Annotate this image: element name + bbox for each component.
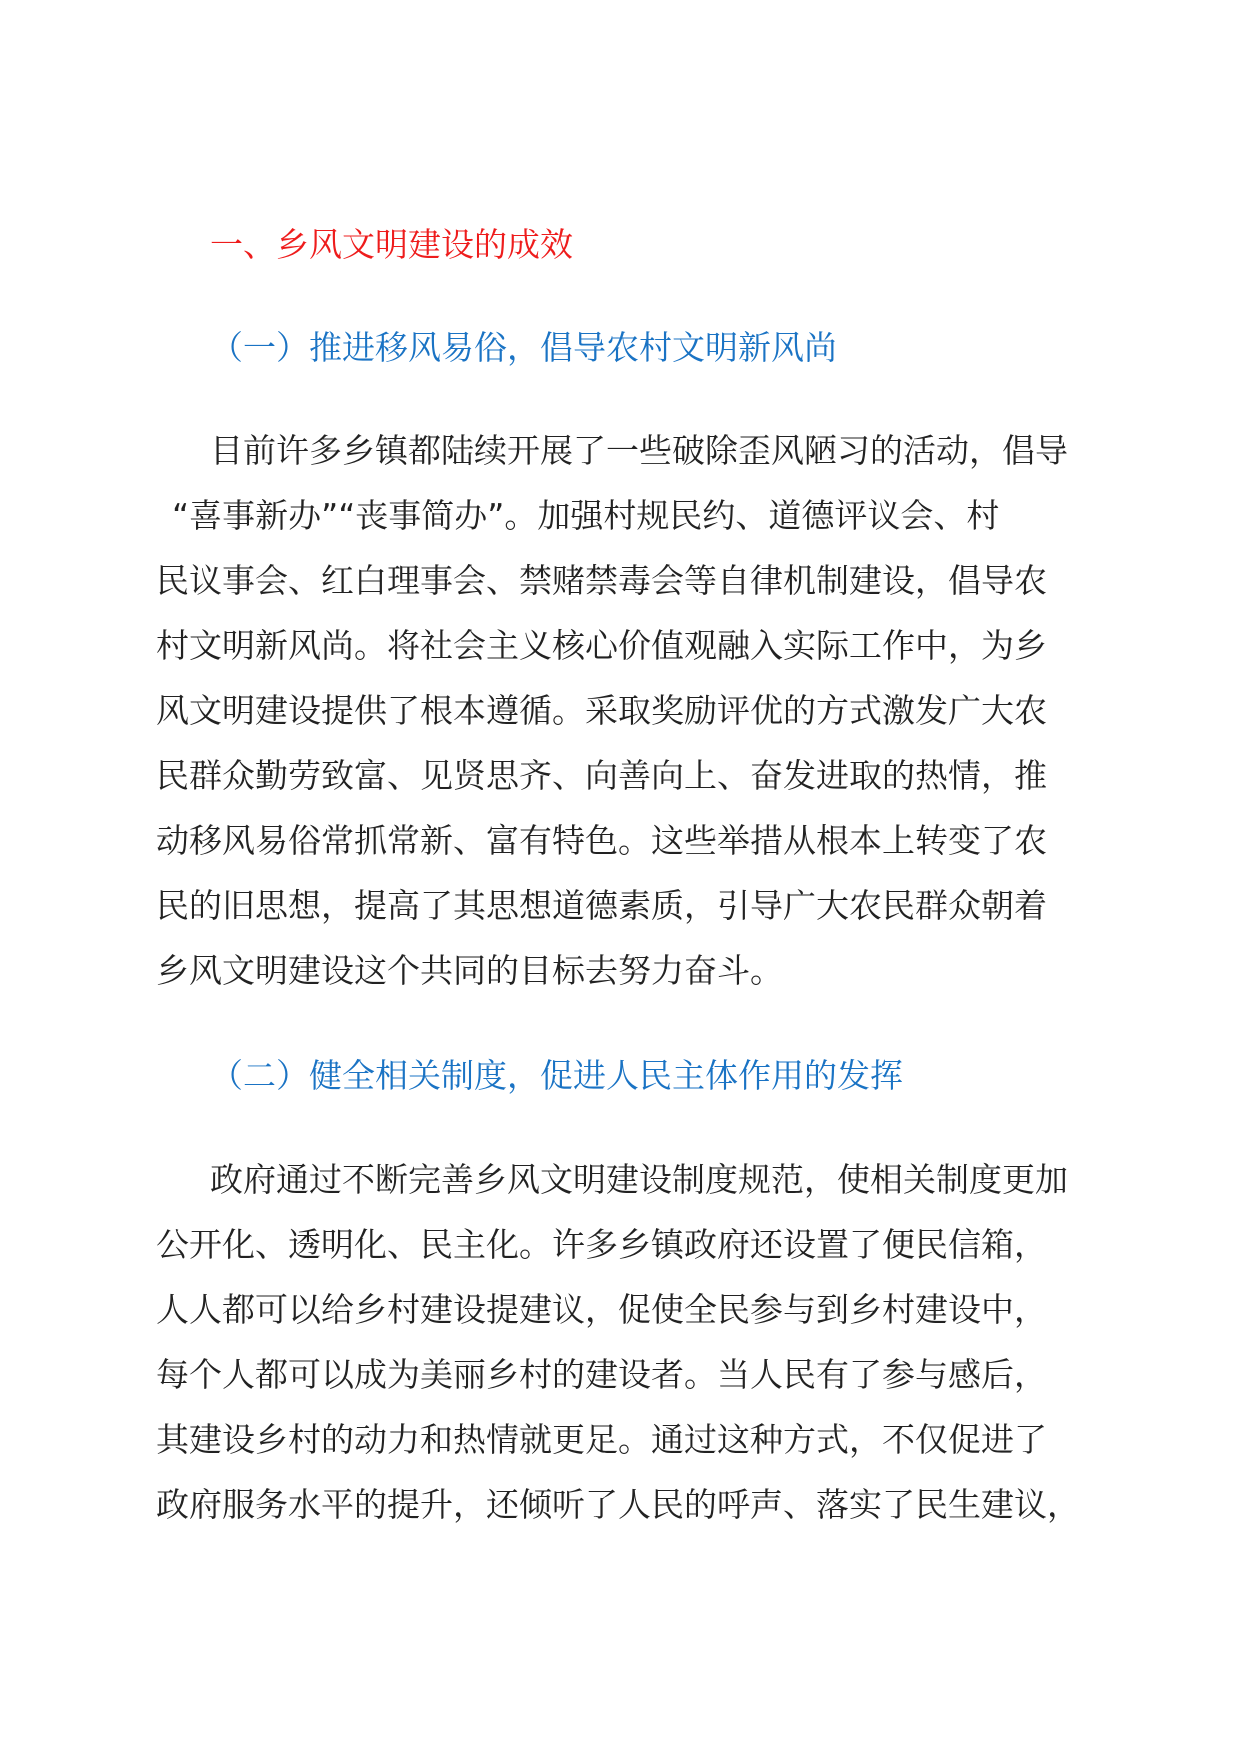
paragraph-line: 目前许多乡镇都陆续开展了一些破除歪风陋习的活动，倡导 xyxy=(210,431,1068,470)
paragraph-line: 村文明新风尚。将社会主义核心价值观融入实际工作中，为乡 xyxy=(156,626,1047,665)
paragraph-line: 风文明建设提供了根本遵循。采取奖励评优的方式激发广大农 xyxy=(156,691,1047,730)
paragraph-line: “喜事新办”“丧事简办”。加强村规民约、道德评议会、村 xyxy=(172,496,1000,535)
paragraph-line: 动移风易俗常抓常新、富有特色。这些举措从根本上转变了农 xyxy=(156,821,1047,860)
paragraph-line: 民议事会、红白理事会、禁赌禁毒会等自律机制建设，倡导农 xyxy=(156,561,1047,600)
paragraph-line: 人人都可以给乡村建设提建议，促使全民参与到乡村建设中， xyxy=(156,1290,1047,1329)
paragraph-line: 每个人都可以成为美丽乡村的建设者。当人民有了参与感后， xyxy=(156,1355,1047,1394)
subsection-heading-1: （一）推进移风易俗，倡导农村文明新风尚 xyxy=(210,328,837,367)
paragraph-line: 公开化、透明化、民主化。许多乡镇政府还设置了便民信箱， xyxy=(156,1225,1047,1264)
paragraph-line: 民的旧思想，提高了其思想道德素质，引导广大农民群众朝着 xyxy=(156,886,1047,925)
paragraph-2 xyxy=(156,1157,1080,1547)
paragraph-line: 民群众勤劳致富、见贤思齐、向善向上、奋发进取的热情，推 xyxy=(156,756,1047,795)
paragraph-1 xyxy=(156,428,1076,1013)
paragraph-line: 其建设乡村的动力和热情就更足。通过这种方式，不仅促进了 xyxy=(156,1420,1047,1459)
paragraph-line: 政府服务水平的提升，还倾听了人民的呼声、落实了民生建议， xyxy=(156,1485,1080,1524)
paragraph-line: 乡风文明建设这个共同的目标去努力奋斗。 xyxy=(156,951,783,990)
subsection-heading-2: （二）健全相关制度，促进人民主体作用的发挥 xyxy=(210,1056,903,1095)
section-heading: 一、乡风文明建设的成效 xyxy=(210,225,573,264)
paragraph-line: 政府通过不断完善乡风文明建设制度规范，使相关制度更加 xyxy=(210,1160,1068,1199)
